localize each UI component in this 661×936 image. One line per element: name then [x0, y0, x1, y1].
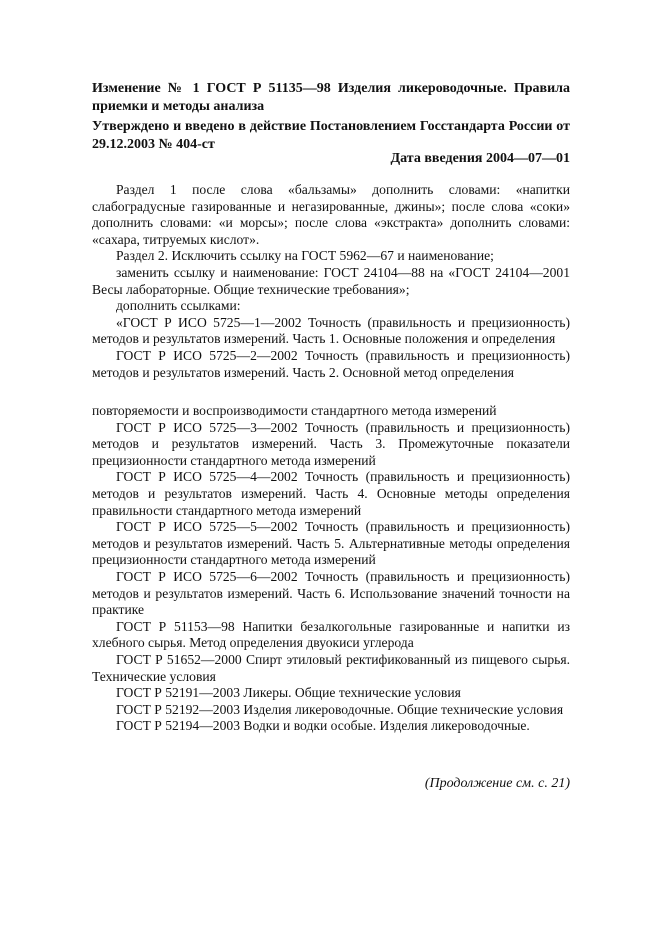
reference-item: ГОСТ Р ИСО 5725—4—2002 Точность (правильность и прецизионность) методов и результатов измерений. Часть 4. Основные методы определения правильности стандартного метода измерений	[92, 469, 570, 518]
body-text-lower	[92, 403, 570, 735]
reference-item: ГОСТ Р ИСО 5725—2—2002 Точность (правильность и прецизионность) методов и результатов измерений. Часть 2. Основной метод определения	[92, 347, 570, 380]
body-text-upper	[92, 182, 570, 381]
paragraph-section-2: Раздел 2. Исключить ссылку на ГОСТ 5962—67 и наименование;	[116, 248, 494, 264]
document-title: Изменение № 1 ГОСТ Р 51135—98 Изделия ликероводочные. Правила приемки и методы анализа	[92, 81, 570, 114]
reference-item: ГОСТ Р 52192—2003 Изделия ликероводочные. Общие технические условия	[116, 701, 564, 717]
effective-date: Дата введения 2004—07—01	[390, 151, 570, 166]
reference-item: ГОСТ Р 52191—2003 Ликеры. Общие технические условия	[116, 685, 461, 701]
reference-item: ГОСТ Р ИСО 5725—5—2002 Точность (правильность и прецизионность) методов и результатов измерений. Часть 5. Альтернативные методы определения прецизионности стандартного метода измерений	[92, 519, 570, 568]
paragraph-section-1: Раздел 1 после слова «бальзамы» дополнить словами: «напитки слабоградусные газированные и негазированные, джины»; после слова «соки» дополнить словами: «и морсы»; после слова «экстракта» дополнить словами: «сахара, титруемых кислот».	[92, 182, 570, 247]
paragraph-replace-reference: заменить ссылку и наименование: ГОСТ 24104—88 на «ГОСТ 24104—2001 Весы лабораторные. Общие технические требования»;	[92, 264, 570, 297]
reference-item: ГОСТ Р 51652—2000 Спирт этиловый ректификованный из пищевого сырья. Технические условия	[92, 651, 570, 684]
approval-statement: Утверждено и введено в действие Постановлением Госстандарта России от 29.12.2003 № 404-ст	[92, 119, 570, 152]
reference-item: ГОСТ Р ИСО 5725—6—2002 Точность (правильность и прецизионность) методов и результатов измерений. Часть 6. Использование значений точности на практике	[92, 568, 570, 618]
reference-item: ГОСТ Р 52194—2003 Водки и водки особые. Изделия ликероводочные.	[116, 718, 530, 734]
paragraph-add-references: дополнить ссылками:	[116, 298, 241, 314]
reference-item: «ГОСТ Р ИСО 5725—1—2002 Точность (правильность и прецизионность) методов и результатов измерений. Часть 1. Основные положения и определения	[92, 314, 570, 347]
reference-item: ГОСТ Р 51153—98 Напитки безалкогольные газированные и напитки из хлебного сырья. Метод определения двуокиси углерода	[92, 618, 570, 651]
reference-item: ГОСТ Р ИСО 5725—3—2002 Точность (правильность и прецизионность) методов и результатов измерений. Часть 3. Промежуточные показатели прецизионности стандартного метода измерений	[92, 419, 570, 468]
reference-item-continued: повторяемости и воспроизводимости стандартного метода измерений	[92, 403, 497, 418]
continuation-note: (Продолжение см. с. 21)	[424, 776, 570, 791]
